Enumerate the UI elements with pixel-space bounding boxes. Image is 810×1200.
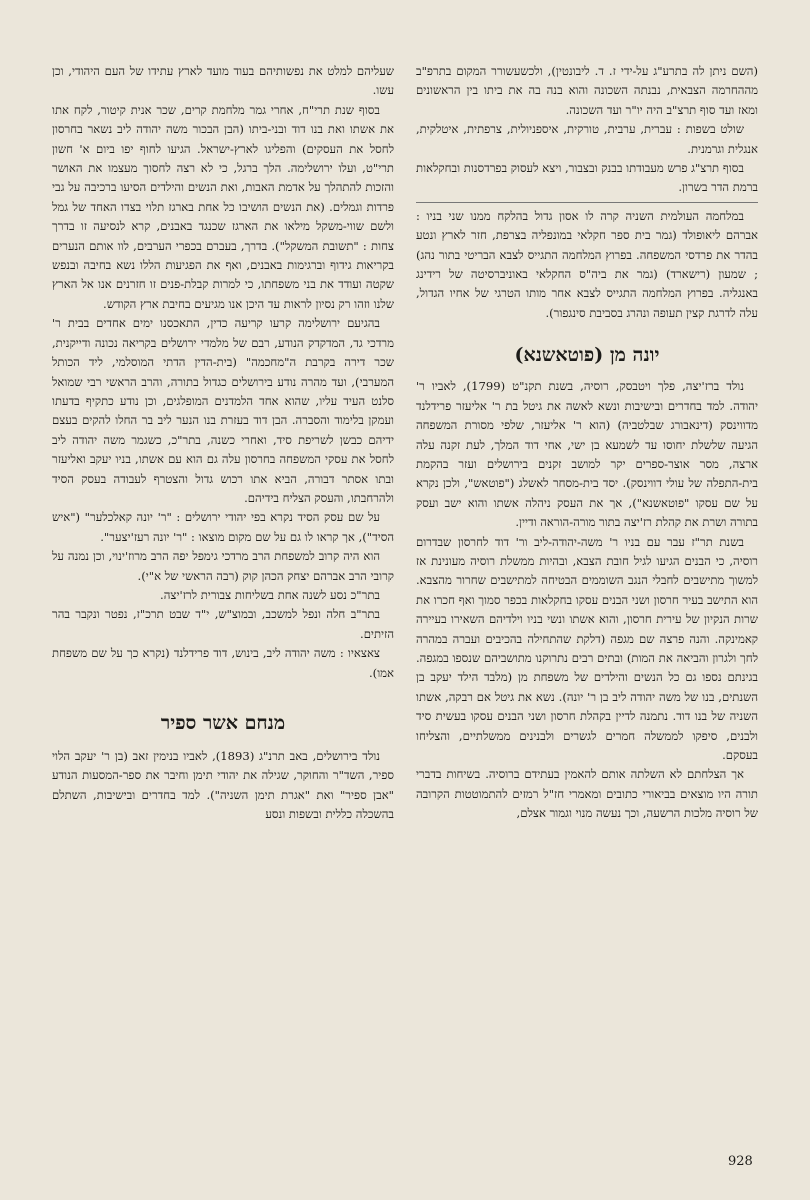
right-column (416, 62, 758, 1157)
left-column (52, 62, 394, 1157)
paragraph: הוא היה קרוב למשפחת הרב מרדכי גימפל יפה הרב מרוז'ינוי, וכן נמנה על קרובי הרב אברהם יצחק הכהן קוק (רבה הראשי של א"י). (52, 549, 394, 583)
paragraph: בתר"כ נסע לשנה אחת בשליחות צבורית לרז'יצה. (160, 587, 380, 602)
section-divider (416, 202, 758, 203)
paragraph: במלחמה העולמית השניה קרה לו אסון גדול בהלקח ממנו שני בניו : אברהם ליאופולד (גמר בית ספר חקלאי במונפליה בצרפת, חזר לארץ ונטע בהדר את פרדסי המשפחה. בפרוץ המלחמה התגייס לצבא הבריטי בתור נהג) ; שמעון (רישארד) (גמר את ביה"ס החקלאי באוניברסיטה של רידינג באנגליה. בפרוץ המלחמה התגייס לצבא אחר מותו הטרגי של אחיו הגדול, עלה לדרגת קצין תעופה ונהרג בסביבת סינגפור). (416, 208, 758, 320)
paragraph: אך הצלחתם לא השלתה אותם להאמין בעתידם ברוסיה. בשיחות בדברי תורה היו מוצאים בביאורי כתובים ומאמרי חז"ל רמזים להתמוטטות הקרובה של רוסיה מלכות הרשעה, וכך נעשה מנוי וגמור אצלם, (416, 767, 758, 821)
paragraph: צאצאיו : משה יהודה ליב, בינוש, דוד פרידלנד (נקרא כך על שם משפחת אמו). (52, 646, 394, 680)
paragraph: שולט בשפות : עברית, ערבית, טורקית, איספניולית, צרפתית, איטלקית, אנגלית וגרמנית. (416, 122, 758, 156)
page-number: 928 (728, 1154, 753, 1169)
paragraph: נולד בירושלים, באב תרנ"ג (1893), לאביו בנימין זאב (בן ר' יעקב הלוי ספיר, השד"ר והחוקר, שגילה את יהודי תימן וחיבר את ספר-המסעות הנודע "אבן ספיר" ואת "אגרת תימן השניה"). למד בחדרים ובישיבות, השתלם בהשכלה כללית ובשפות ונסע (52, 749, 394, 822)
paragraph: בסוף שנת תרי"ח, אחרי גמר מלחמת קרים, שכר אנית קיטור, לקח אתו את אשתו ואת בנו דוד ובני-ביתו (הבן הבכור משה יהודה ליב נשאר בחרסון לחסל את העסקים) והפליגו לארץ-ישראל. הגיעו לחוף יפו ביום א' חשון תרי"ט, ועלו ירושלימה. הלך ברגל, כי לא רצה לחסוך מעצמו את האושר והזכות להתהלך על אדמת האבות, ואת הנשים והילדים הסיעו ברכיבה על גבי פרדות וגמלים. (את הנשים הושיבו כל אחת בארגז תלוי בצדו האחד של גמל ולשם שווי-משקל מילאו את הארגז שכנגד באבנים, קרא לנסיעה זו בדרך צחות : "תשובת המשקל"). בדרך, בעברם בכפרי הערבים, לוו אותם הנערים בקריאות גידוף וברגימות באבנים, ואף את הפגיעות הללו נשא בחיבה ובנפש שקטה ועודד את בני משפחתו, כי למרות קבלת-פנים זו חזרנים אנו אל הארץ שלנו וזהו רק נסיון לראות עד היכן אנו מגיעים בחיבת ארץ הקודש. (52, 102, 394, 311)
paragraph: (השם ניתן לה בתרע"ג על-ידי ז. ד. ליבונטין), ולכשעשורר המקום בתרפ"ב מההחרמה הצבאית, נבנתה השכונה והוא בנה בה את ביתו בין הראשונים ומאז ועד סוף תרצ"ב היה יו"ר ועד השכונה. (416, 64, 758, 117)
entry-heading: יונה מן (פוטאשנא) (514, 344, 660, 367)
paragraph: על שם עסק הסיד נקרא בפי יהודי ירושלים : "ר' יונה קאלכלער" ("איש הסיד"), אך קראו לו גם על שם מקום מוצאו : "ר' יונה רעז'יצער". (52, 510, 394, 544)
paragraph: בהגיעם ירושלימה קרעו קריעה כדין, התאכסנו ימים אחדים בבית ר' מרדכי גד, המדקדק הנודע, רבם של מלמדי ירושלים בקריאה נכונה ודייקנית, שכר דירה בקרבת ה"מחכמה" (בית-הדין הדתי המוסלמי, ליד הכותל המערבי), ועד מהרה נודע בירושלים כגדול בתורה, והרב הראשי רבי שמואל סלנט העיד עליו, שהוא אחד הלמדנים המופלגים, וכן נודע כתקיף בדעתו ועמקן בלימוד והסברה. הבן דוד בעזרת בנו הנער ליב בר החלו להקים בעצם ידיהם כבשן לשריפת סיד, ואחרי כשנה, בתר"כ, כשגמר משה יהודה ליב לחסל את עסקי המשפחה בחרסון עלה גם הוא עם אשתו, בניו יעקב ואליעזר ובתו אסתר דבורה, הביא אתו רכוש גדול והצטרף לעבודה בעסק הסיד ולהרחבתו, והעסק הצליח בידיהם. (52, 316, 394, 505)
paragraph: בשנת תר"ז עבר עם בניו ר' משה-יהודה-ליב ור' דוד לחרסון שבדרום רוסיה, כי הבנים הגיעו לגיל חובת הצבא, ובהיות ממשלת רוסיה מעונינת אז למשוך מתישבים לחבלי הנגב השוממים הבטיחה למתישבים שחרור מהצבא. הוא התישב בעיר חרסון ושני הבנים עסקו בחקלאות בכפר סמוך ואף חכרו את שרות הנקיון של עירית חרסון, והוא אשתו ונשי בניו וילדיהם השאירו בעיירה קאמינקה. והנה פרצה שם מגפה (דלקת שהתחילה בהכיבים ועברה במהרה לחך ולגרון והביאה את המות) ובתים רבים נתרוקנו מתושביהם שנספו במגפה. בגינתם נספו גם כל הנשים והילדים של משפחת מן (מלבד הילד יעקב בן השנתים, בנו של משה יהודה ליב בן ר' יונה). נשא את גיטל אם רבקה, אשתו השניה של בנו דוד. נתמנה לדיין בקהלת חרסון ושני הבנים עסקו בעשית סיד ולבנים, סיפקו לממשלה חמרים לגשרים ולבנינים ממשלתיים, והצליחו בעסקם. (416, 534, 758, 762)
paragraph: בתר"ב חלה ונפל למשכב, ובמוצ"ש, י"ד שבט תרכ"ז, נפטר ונקבר בהר הזיתים. (52, 607, 394, 641)
entry-heading: מנחם אשר ספיר (160, 712, 286, 734)
paragraph: בסוף תרצ"ג פרש מעבודתו בבנק ובצבור, ויצא לעסוק בפרדסנות ובחקלאות ברמת הדר בשרון. (416, 161, 758, 195)
paragraph: שעליהם למלט את נפשותיהם בעוד מועד לארץ עתידו של העם היהודי, וכן עשו. (52, 64, 394, 98)
paragraph: נולד ברז'יצה, פלך ויטבסק, רוסיה, בשנת תקנ"ט (1799), לאביו ר' יהודה. למד בחדרים ובישיבות ונשא לאשה את גיטל בת ר' אליעזר פרידלנד מדווינסק (דינאבורג שבלטביה) (הוא ר' אליעזר, שלפי מסורת המשפחה הגיעה שלשלת יחוסו עד לשמעא בן ישי, אחי דוד המלך, לעת זקנה עלה ארצה, מסר אוצר-ספרים יקר למושב זקנים בירושלים ועזר בהקמת בית-התפלה של עולי דווינסק). יסד בית-מסחר לאשלג ("פוטאש", ולכן נקרא על שם עסקו "פוטאשנא"), אך את העסק ניהלה אשתו והוא ישב ועסק בתורה ושרת את קהלת רז'יצה בתור מורה-הוראה ודיין. (416, 379, 758, 530)
